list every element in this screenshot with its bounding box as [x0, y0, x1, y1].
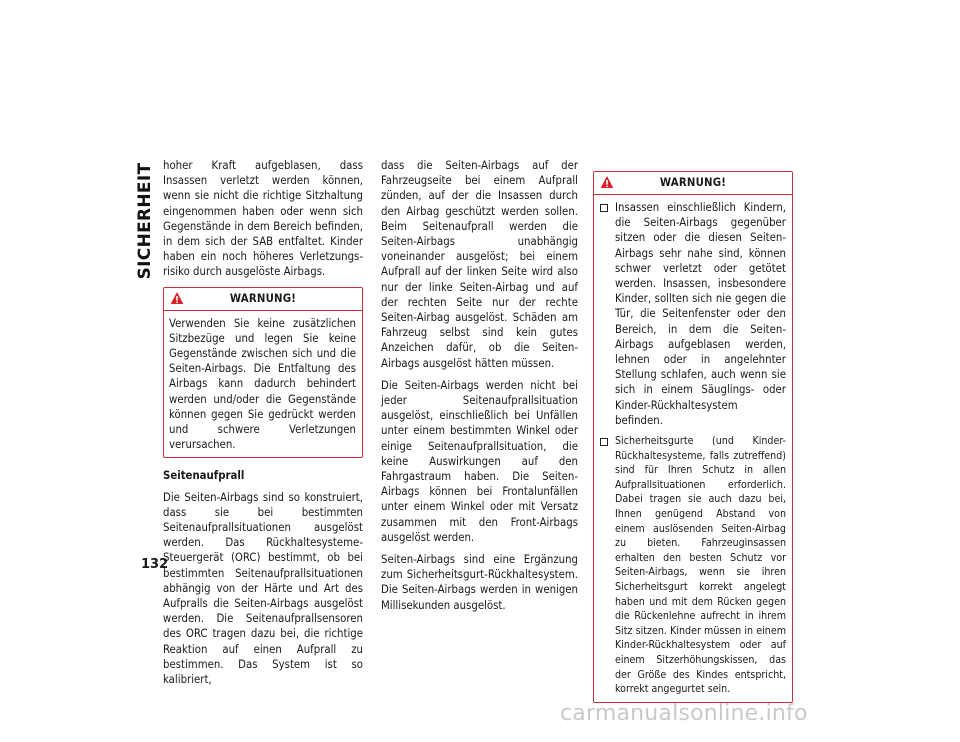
warning-bullet	[599, 434, 786, 697]
checkbox-square-icon	[600, 204, 608, 212]
column-1	[163, 158, 363, 694]
col1-paragraph-2: Die Seiten-Airbags sind so konstruiert, dass sie bei bestimmten Seitenaufprallsituationen ausgelöst werden. Das Rückhaltesysteme-Steuergerät (ORC) bestimmt, ob bei bestimmten Seitenaufprallsituationen abhängig von der Härte und Art des Aufpralls die Seiten-Airbags ausgelöst werden. Die Seitenaufprallsensoren des ORC tragen dazu bei, die richtige Reaktion auf einen Aufprall zu bestimmen. Das System ist so kalibriert,	[163, 490, 363, 687]
section-tab	[134, 162, 156, 280]
watermark: carmanualsonline.info	[560, 701, 808, 726]
col2-paragraph-1: dass die Seiten-Airbags auf der Fahrzeugseite bei einem Aufprall zünden, auf der die Insassen durch den Airbag geschützt werden sollen. Beim Seitenaufprall werden die Seiten-Airbags unabhängig voneinander ausgelöst; bei einem Aufprall auf der linken Seite wird also nur der linke Seiten-Airbag und auf der rechten Seite nur der rechte Seiten-Airbag ausgelöst. Schäden am Fahrzeug selbst sind kein gutes Anzeichen dafür, ob die Seiten-Airbags ausgelöst hätten müssen.	[381, 159, 578, 370]
warning-triangle-icon	[600, 175, 614, 189]
warning-bullet-text: Insassen einschließlich Kindern, die Seiten-Airbags gegenüber sitzen oder die diesen Seiten-Airbags sehr nahe sind, können schwer verletzt oder getötet werden. Insassen, insbesondere Kinder, sollten sich nie gegen die Tür, die Seitenfenster oder den Bereich, in dem die Seiten-Airbags aufgeblasen werden, lehnen oder in angelehnter Stellung schlafen, auch wenn sie sich in einem Säuglings- oder Kinder-Rückhaltesystem befinden.	[615, 201, 786, 427]
col2-paragraph-3: Seiten-Airbags sind eine Ergänzung zum Sicherheitsgurt-Rückhaltesystem. Die Seiten-Airbags werden in wenigen Millisekunden ausgelöst.	[381, 553, 578, 612]
checkbox-square-icon	[600, 438, 608, 446]
warning-box-2	[593, 171, 793, 703]
warning-title: WARNUNG!	[659, 176, 727, 190]
warning-bullet-text: Sicherheitsgurte (und Kinder-Rückhaltesysteme, falls zutreffend) sind für Ihren Schutz in allen Aufprallsituationen erforderlich. Dabei tragen sie auch dazu bei, Ihnen genügend Abstand von einem auslösenden Seiten-Airbag zu bieten. Fahrzeuginsassen erhalten den besten Schutz vor Seiten-Airbags, wenn sie ihren Sicherheitsgurt korrekt angelegt haben und mit dem Rücken gegen die Rückenlehne aufrecht in ihrem Sitz sitzen. Kinder müssen in einem Kinder-Rückhaltesystem oder auf einem Sitzerhöhungskissen, das der Größe des Kindes entspricht, korrekt angegurtet sein.	[615, 435, 786, 696]
col1-paragraph-1: hoher Kraft aufgeblasen, dass Insassen verletzt werden können, wenn sie nicht die richtige Sitzhaltung eingenommen haben oder wenn sich Gegenstände in dem Bereich befinden, in dem sich der SAB entfaltet. Kinder haben ein noch höheres Verletzungsrisiko durch ausgelöste Airbags.	[163, 159, 363, 279]
warning-body	[594, 195, 792, 702]
column-2	[381, 158, 578, 620]
warning-text: Verwenden Sie keine zusätzlichen Sitzbezüge und legen Sie keine Gegenstände zwischen sich und die Seiten-Airbags. Die Entfaltung des Airbags kann dadurch behindert werden und/oder die Gegenstände können gegen Sie gedrückt werden und schwere Verletzungen verursachen.	[169, 316, 356, 452]
warning-title: WARNUNG!	[229, 292, 297, 306]
warning-header	[594, 172, 792, 195]
warning-header	[164, 288, 362, 311]
warning-bullet	[599, 200, 786, 428]
column-3	[593, 171, 793, 703]
warning-triangle-icon	[170, 291, 184, 305]
col2-paragraph-2: Die Seiten-Airbags werden nicht bei jeder Seitenaufprallsituation ausgelöst, einschließlich bei Unfällen unter einem bestimmten Winkel oder einige Seitenaufprallsituation, die keine Auswirkungen auf den Fahrgastraum haben. Die Seiten-Airbags können bei Frontalunfällen unter einem Winkel oder mit Versatz zusammen mit den Front-Airbags ausgelöst werden.	[381, 378, 578, 544]
page-number: 132	[141, 557, 169, 572]
section-tab-label: SICHERHEIT	[135, 162, 155, 280]
warning-body	[164, 311, 362, 458]
subheading-side-impact: Seitenaufprall	[163, 469, 245, 483]
warning-box-1	[163, 287, 363, 459]
